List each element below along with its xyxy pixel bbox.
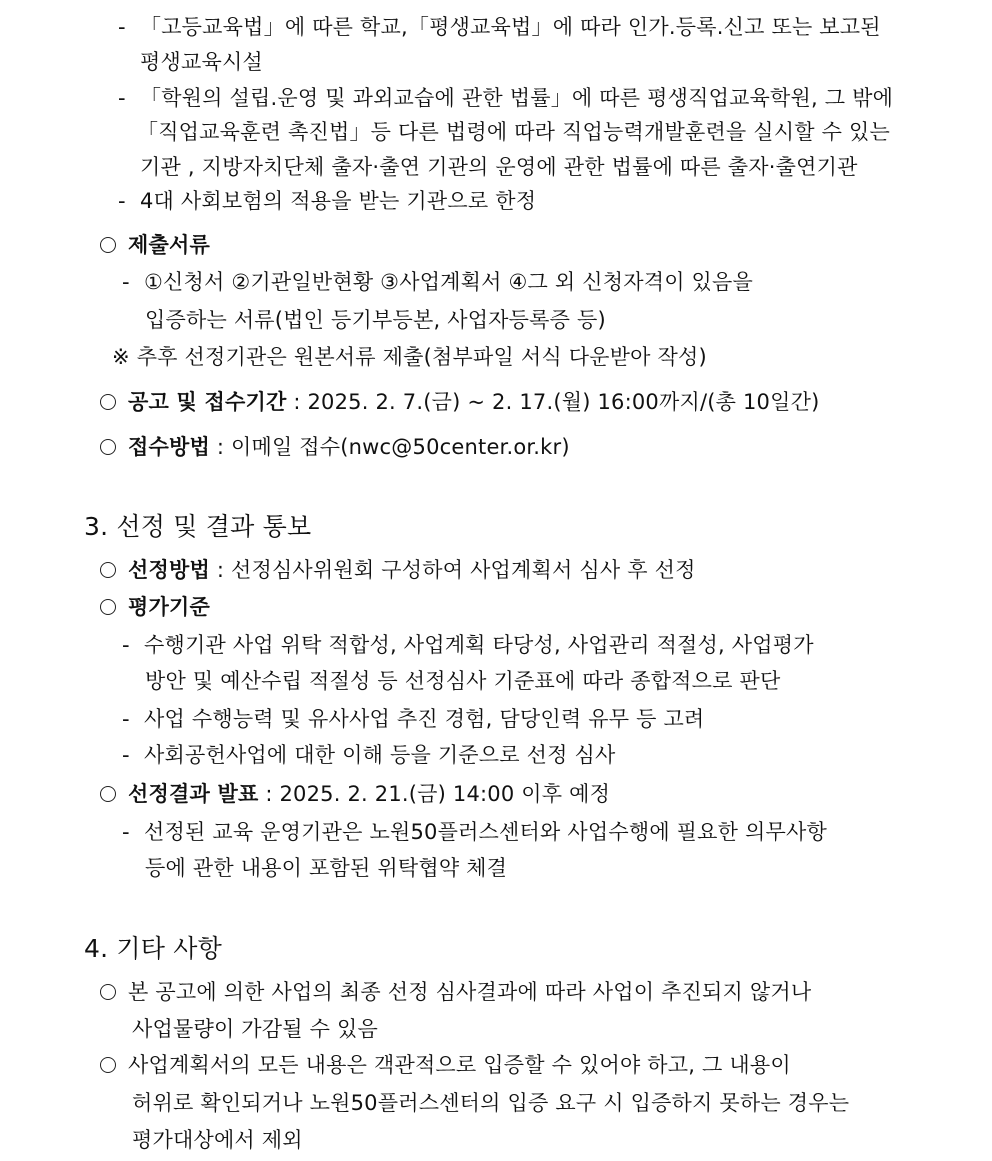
circle-bullet-icon bbox=[100, 562, 116, 578]
eligibility-item-1 bbox=[118, 13, 908, 41]
result-row bbox=[100, 780, 610, 808]
eligibility-item-2-cont bbox=[137, 118, 890, 146]
circle-bullet-icon bbox=[100, 786, 116, 802]
other-item-1-cont bbox=[132, 1015, 378, 1043]
dash-bullet: - bbox=[118, 86, 126, 110]
eligibility-item-2 bbox=[118, 84, 893, 112]
dash-bullet: - bbox=[122, 707, 130, 731]
other-item-2-cont bbox=[132, 1089, 849, 1117]
result-detail-cont bbox=[145, 854, 507, 882]
other-item-text: 본 공고에 의한 사업의 최종 선정 심사결과에 따라 사업이 추진되지 않거나 bbox=[128, 980, 812, 1004]
eligibility-item-text: 「직업교육훈련 촉진법」등 다른 법령에 따라 직업능력개발훈련을 실시할 수 있는 bbox=[137, 120, 890, 144]
circle-bullet-icon bbox=[100, 984, 116, 1000]
criteria-item-2 bbox=[122, 705, 704, 733]
eligibility-item-text: 평생교육시설 bbox=[140, 50, 263, 74]
dash-bullet: - bbox=[122, 743, 130, 767]
circle-bullet-icon bbox=[100, 439, 116, 455]
criteria-row bbox=[100, 593, 210, 621]
documents-item-text: ①신청서 ②기관일반현황 ③사업계획서 ④그 외 신청자격이 있음을 bbox=[144, 270, 754, 294]
result-label: 선정결과 발표 bbox=[128, 782, 259, 806]
circle-bullet-icon bbox=[100, 1057, 116, 1073]
documents-item-cont bbox=[145, 306, 606, 334]
method-value: : 이메일 접수(nwc@50center.or.kr) bbox=[209, 435, 570, 459]
eligibility-item-3 bbox=[118, 187, 536, 215]
other-item-text: 평가대상에서 제외 bbox=[132, 1128, 303, 1152]
criteria-item-text: 방안 및 예산수립 적절성 등 선정심사 기준표에 따라 종합적으로 판단 bbox=[145, 669, 781, 693]
documents-row bbox=[100, 231, 210, 259]
result-detail-text: 등에 관한 내용이 포함된 위탁협약 체결 bbox=[145, 856, 508, 880]
other-item-text: 사업계획서의 모든 내용은 객관적으로 입증할 수 있어야 하고, 그 내용이 bbox=[128, 1053, 791, 1077]
selection-method-row bbox=[100, 556, 696, 584]
reference-mark-icon: ※ bbox=[112, 345, 130, 369]
criteria-item-text: 수행기관 사업 위탁 적합성, 사업계획 타당성, 사업관리 적절성, 사업평가 bbox=[144, 633, 814, 657]
result-detail-text: 선정된 교육 운영기관은 노원50플러스센터와 사업수행에 필요한 의무사항 bbox=[144, 820, 827, 844]
period-value: : 2025. 2. 7.(금) ~ 2. 17.(월) 16:00까지/(총 10일간) bbox=[286, 390, 820, 414]
dash-bullet: - bbox=[122, 633, 130, 657]
criteria-item-1-cont bbox=[145, 667, 780, 695]
criteria-item-3 bbox=[122, 741, 615, 769]
dash-bullet: - bbox=[122, 270, 130, 294]
criteria-item-1 bbox=[122, 631, 814, 659]
period-label: 공고 및 접수기간 bbox=[128, 390, 287, 414]
circle-bullet-icon bbox=[100, 599, 116, 615]
criteria-item-text: 사업 수행능력 및 유사사업 추진 경험, 담당인력 유무 등 고려 bbox=[144, 707, 705, 731]
section-4-heading: 4. 기타 사항 bbox=[84, 934, 222, 963]
result-value: : 2025. 2. 21.(금) 14:00 이후 예정 bbox=[258, 782, 611, 806]
documents-note-text: 추후 선정기관은 원본서류 제출(첨부파일 서식 다운받아 작성) bbox=[136, 345, 707, 369]
section-3-heading: 3. 선정 및 결과 통보 bbox=[84, 512, 312, 541]
documents-note bbox=[112, 343, 707, 371]
result-detail bbox=[122, 818, 827, 846]
period-row bbox=[100, 388, 819, 416]
other-item-1 bbox=[100, 978, 811, 1006]
eligibility-item-text: 「고등교육법」에 따른 학교,「평생교육법」에 따라 인가.등록.신고 또는 보고된 bbox=[140, 15, 881, 39]
eligibility-item-text: 기관 , 지방자치단체 출자·출연 기관의 운영에 관한 법률에 따른 출자·출연기관 bbox=[140, 155, 858, 179]
other-item-text: 허위로 확인되거나 노원50플러스센터의 입증 요구 시 입증하지 못하는 경우는 bbox=[132, 1091, 850, 1115]
dash-bullet: - bbox=[118, 15, 126, 39]
method-label: 접수방법 bbox=[128, 435, 210, 459]
criteria-item-text: 사회공헌사업에 대한 이해 등을 기준으로 선정 심사 bbox=[144, 743, 616, 767]
dash-bullet: - bbox=[118, 189, 126, 213]
documents-item-text: 입증하는 서류(법인 등기부등본, 사업자등록증 등) bbox=[145, 308, 606, 332]
eligibility-item-text: 4대 사회보험의 적용을 받는 기관으로 한정 bbox=[140, 189, 537, 213]
documents-item bbox=[122, 268, 753, 296]
other-item-2 bbox=[100, 1051, 791, 1079]
eligibility-item-1-cont bbox=[140, 48, 263, 76]
selection-method-value: : 선정심사위원회 구성하여 사업계획서 심사 후 선정 bbox=[209, 558, 696, 582]
circle-bullet-icon bbox=[100, 394, 116, 410]
circle-bullet-icon bbox=[100, 237, 116, 253]
dash-bullet: - bbox=[122, 820, 130, 844]
documents-label: 제출서류 bbox=[128, 233, 210, 257]
criteria-label: 평가기준 bbox=[128, 595, 210, 619]
eligibility-item-2-cont2 bbox=[140, 153, 858, 181]
other-item-text: 사업물량이 가감될 수 있음 bbox=[132, 1017, 378, 1041]
selection-method-label: 선정방법 bbox=[128, 558, 210, 582]
other-item-2-cont2 bbox=[132, 1126, 303, 1154]
eligibility-item-text: 「학원의 설립.운영 및 과외교습에 관한 법률」에 따른 평생직업교육학원, 그 밖에 bbox=[140, 86, 894, 110]
method-row bbox=[100, 433, 570, 461]
